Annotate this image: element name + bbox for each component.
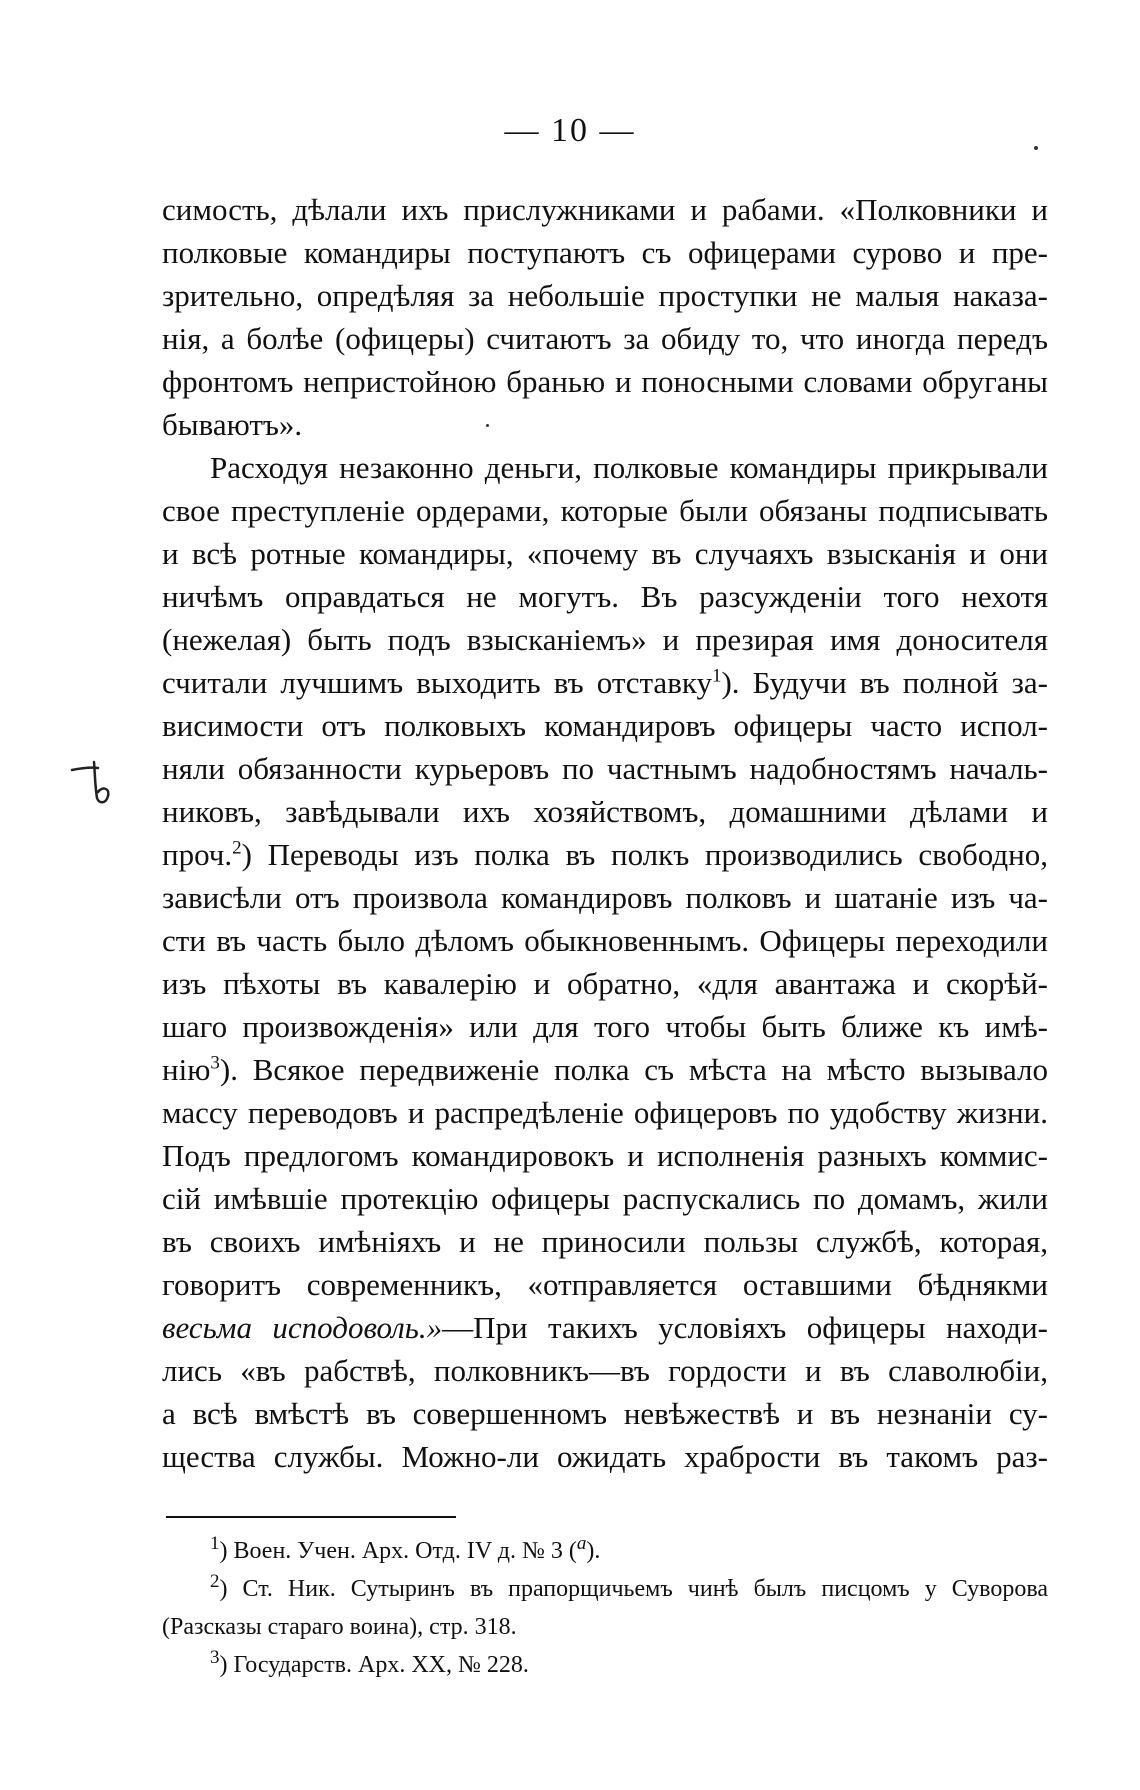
text-line: изъ пѣхоты въ кавалерію и обратно, «для авантажа и скорѣй- — [162, 966, 1048, 1001]
footnote-marker: 1 — [210, 1533, 220, 1554]
footnote-marker: 2 — [210, 1571, 220, 1592]
text-line: шаго произвожденія» или для того чтобы быть ближе къ имѣ- — [162, 1009, 1048, 1044]
text-line: массу переводовъ и распредѣленіе офицеровъ по удобству жизни. — [162, 1095, 1048, 1130]
text-line: нія, а болѣе (офицеры) считаютъ за обиду то, что иногда передъ — [162, 321, 1048, 356]
footnote-ref: 1 — [711, 665, 722, 687]
text-line: фронтомъ непристойною бранью и поносными словами обруганы — [162, 364, 1048, 399]
body-text — [162, 188, 1048, 1478]
footnotes — [162, 1532, 1048, 1684]
text-line: зависѣли отъ произвола командировъ полковъ и шатаніе изъ ча- — [162, 880, 1048, 915]
text-line: нію$^3$). Всякое передвиженіе полка съ мѣста на мѣсто вызывало — [162, 1052, 1048, 1087]
text-line: полковые командиры поступаютъ съ офицерами сурово и пре- — [162, 235, 1048, 270]
text-line: няли обязанности курьеровъ по частнымъ надобностямъ началь- — [162, 751, 1048, 786]
text-line: сій имѣвшіе протекцію офицеры распускались по домамъ, жили — [162, 1181, 1048, 1216]
footnote-ref: 2 — [232, 837, 242, 859]
footnote-line: $^2$) Ст. Ник. Сутыринъ въ прапорщичьемъ чинѣ былъ писцомъ у Суворова — [210, 1571, 1048, 1602]
text-line: зрительно, опредѣляя за небольшіе проступки не малыя наказа- — [162, 278, 1048, 313]
text-line: въ своихъ имѣніяхъ и не приносили пользы службѣ, которая, — [162, 1224, 1048, 1259]
footnote-line: $^1$) Воен. Учен. Арх. Отд. IV д. № 3 ($^a$). — [210, 1533, 601, 1564]
text-line: (нежелая) быть подъ взысканіемъ» и презирая имя доносителя — [162, 622, 1048, 657]
footnote-separator — [166, 1516, 456, 1518]
footnote-marker: 3 — [210, 1647, 220, 1668]
text-line: и всѣ ротные командиры, «почему въ случаяхъ взысканія и они — [162, 536, 1048, 571]
text-line: считали лучшимъ выходить въ отставку$^1$). Будучи въ полной за- — [162, 665, 1048, 700]
text-line: проч.$^2$) Переводы изъ полка въ полкъ производились свободно, — [162, 837, 1048, 872]
text-line: симость, дѣлали ихъ прислужниками и рабами. «Полковники и — [162, 192, 1048, 227]
text-line: ничѣмъ оправдаться не могутъ. Въ разсужденіи того нехотя — [162, 579, 1048, 614]
text-line: свое преступленіе ордерами, которые были обязаны подписывать — [162, 493, 1048, 528]
text-line: щества службы. Можно-ли ожидать храбрости въ такомъ раз- — [162, 1439, 1048, 1474]
text-line: висимости отъ полковыхъ командировъ офицеры часто испол- — [162, 708, 1048, 743]
text-line: весьма исподоволь.»—При такихъ условіяхъ офицеры находи- — [162, 1310, 1048, 1345]
text-line: Подъ предлогомъ командировокъ и исполненія разныхъ коммис- — [162, 1138, 1048, 1173]
print-speck — [1034, 146, 1038, 150]
text-line: а всѣ вмѣстѣ въ совершенномъ невѣжествѣ и въ незнаніи су- — [162, 1396, 1048, 1431]
text-line: говоритъ современникъ, «отправляется оставшими бѣднякми — [162, 1267, 1048, 1302]
page-number: — 10 — — [504, 112, 636, 149]
text-line: лись «въ рабствѣ, полковникъ—въ гордости и въ славолюбіи, — [162, 1353, 1048, 1388]
text-line: сти въ часть было дѣломъ обыкновеннымъ. Офицеры переходили — [162, 923, 1048, 958]
footnote-line: $^3$) Государств. Арх. XX, № 228. — [210, 1647, 529, 1678]
text-line: бываютъ». — [162, 407, 303, 442]
footnote-line: (Разсказы стараго воина), стр. 318. — [162, 1614, 517, 1640]
margin-pencil-mark — [68, 758, 120, 810]
footnote-ref: 3 — [210, 1052, 220, 1074]
text-line: никовъ, завѣдывали ихъ хозяйствомъ, домашними дѣлами и — [162, 794, 1048, 829]
text-line: Расходуя незаконно деньги, полковые командиры прикрывали — [210, 450, 1048, 485]
